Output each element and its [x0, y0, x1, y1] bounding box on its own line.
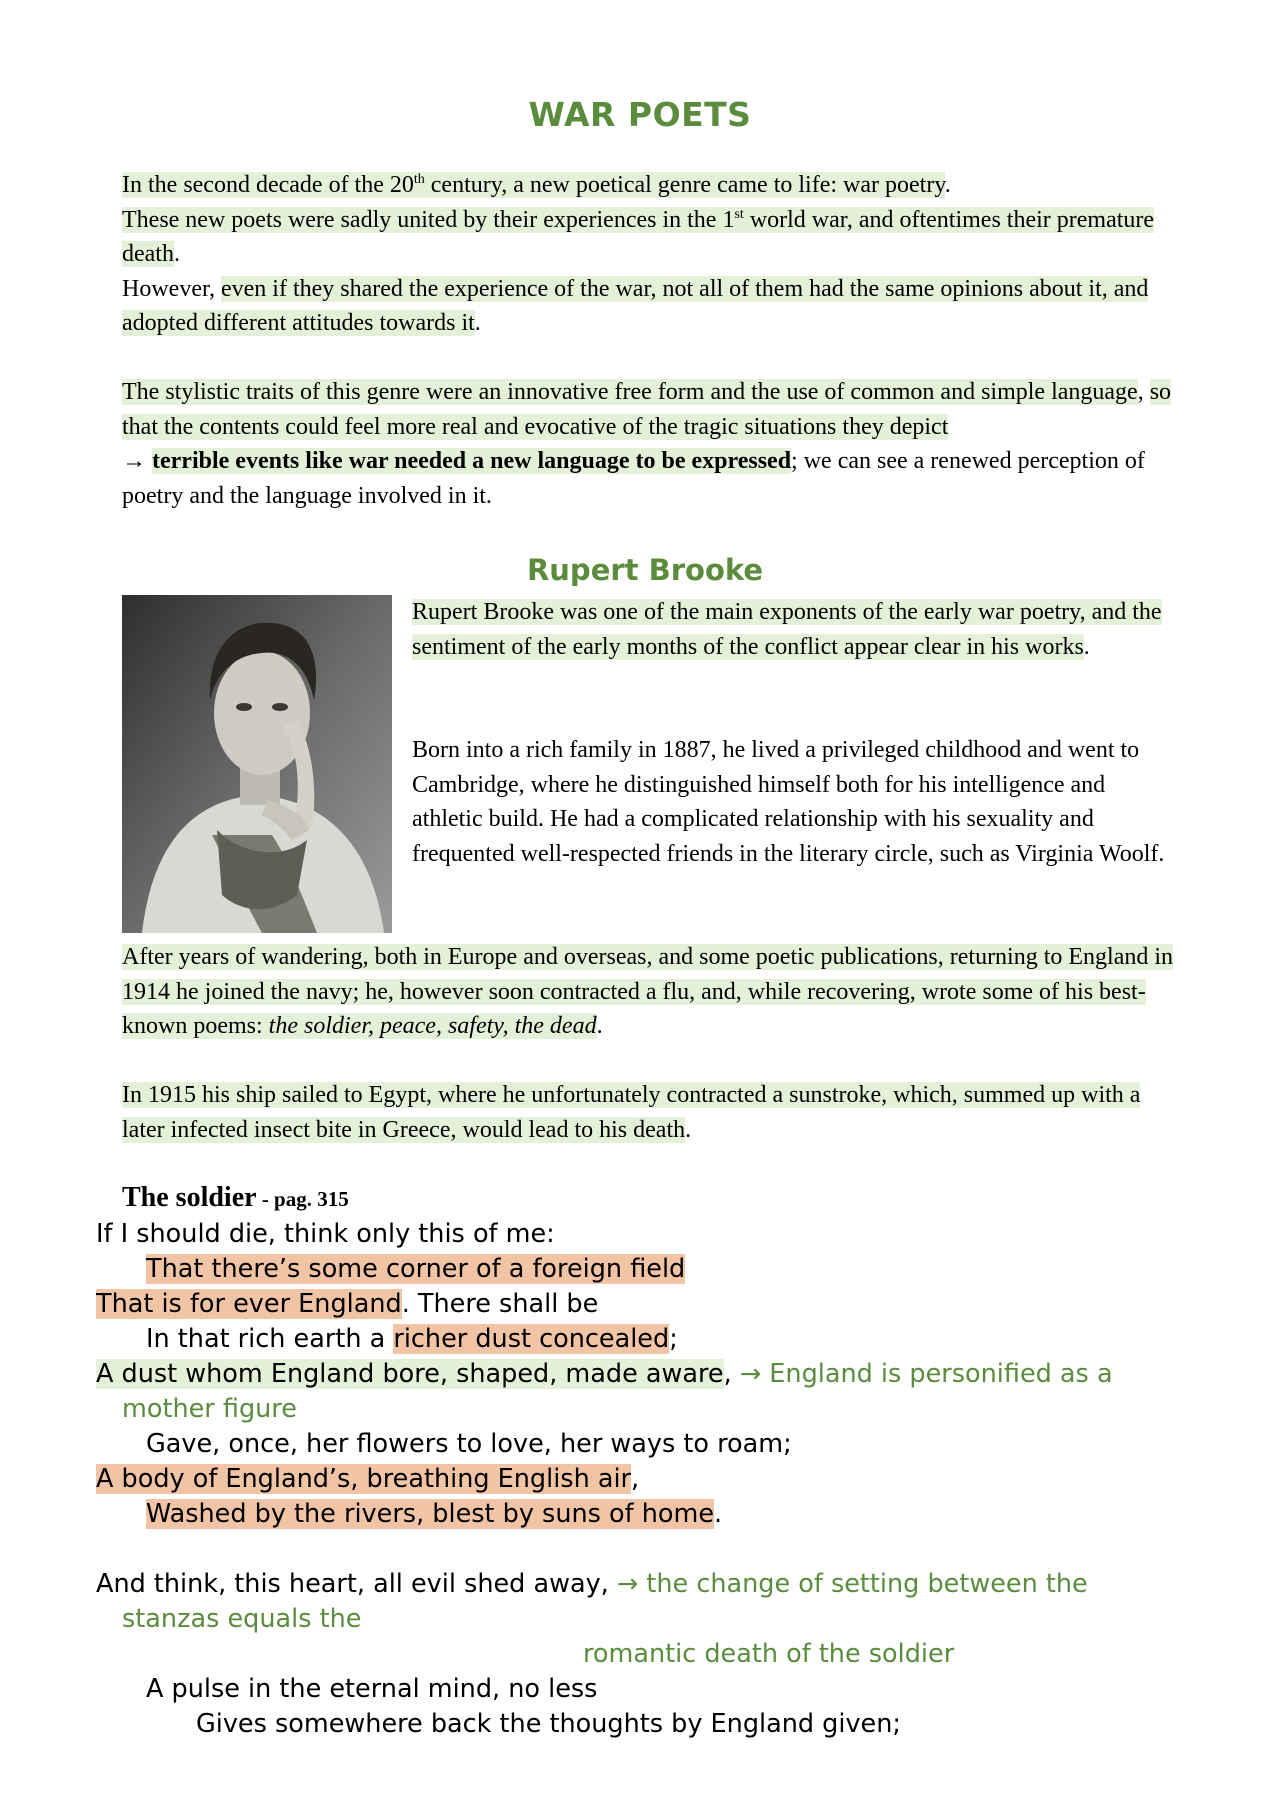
- bio-paragraph-3: After years of wandering, both in Europe and overseas, and some poetic publications, returning to England in 1914 he joined the navy; he, however soon contracted a flu, and, while recovering, wrote some of his best-known poems: the soldier, peace, safety, the dead.: [122, 944, 1174, 1039]
- poem-line: Gives somewhere back the thoughts by England given;: [196, 1709, 901, 1739]
- poem-line: A pulse in the eternal mind, no less: [146, 1674, 598, 1704]
- poem-highlight: richer dust concealed: [393, 1324, 670, 1354]
- poem-title: The soldier: [122, 1182, 257, 1213]
- section-title: Rupert Brooke: [526, 553, 764, 587]
- arrow-glyph: →: [122, 448, 152, 474]
- intro-line-1: In the second decade of the 20th century, a new poetical genre came to life: war poetry: [122, 172, 945, 198]
- poem-line: Washed by the rivers, blest by suns of home.: [146, 1499, 723, 1529]
- poem-highlight: A body of England’s, breathing English air: [96, 1464, 632, 1494]
- poem-line: And think, this heart, all evil shed away, → the change of setting between the: [96, 1569, 1088, 1599]
- poem-page-ref: - pag. 315: [256, 1187, 349, 1211]
- annotation-note: → the change of setting between the: [616, 1569, 1088, 1599]
- poem-heading: [122, 1182, 349, 1214]
- annotation-note-continued: mother figure: [122, 1394, 297, 1424]
- poem-line: Gave, once, her flowers to love, her ways to roam;: [146, 1429, 792, 1459]
- style-paragraph: The stylistic traits of this genre were an innovative free form and the use of common and simple language, so that the contents could feel more real and evocative of the tragic situations they depict → terrible events like war needed a new language to be expressed; we can see a renewed perception of poetry and the language involved in it.: [122, 379, 1172, 509]
- style-bold-highlight: terrible events like war needed a new language to be expressed: [152, 448, 792, 474]
- annotation-note: → England is personified as a: [739, 1359, 1113, 1389]
- bio-paragraph-3-highlight: After years of wandering, both in Europe and overseas, and some poetic publications, returning to England in 1914 he joined the navy; he, however soon contracted a flu, and, while recovering, wrote some of his best-known poems: the soldier, peace, safety, the dead: [122, 944, 1174, 1039]
- poem-line: [96, 1252, 1206, 1287]
- bio-paragraph-4-highlight: In 1915 his ship sailed to Egypt, where he unfortunately contracted a sunstroke, which, summed up with a later infected insect bite in Greece, would lead to his death: [122, 1082, 1141, 1143]
- poem-text: [96, 1217, 1206, 1742]
- bio-paragraph-4: In 1915 his ship sailed to Egypt, where he unfortunately contracted a sunstroke, which, summed up with a later infected insect bite in Greece, would lead to his death.: [122, 1082, 1141, 1143]
- poem-highlight: That there’s some corner of a foreign field: [146, 1254, 686, 1284]
- page-title: WAR POETS: [528, 95, 752, 134]
- intro-paragraph: In the second decade of the 20th century, a new poetical genre came to life: war poetry. These new poets were sadly united by their experiences in the 1st world war, and oftentimes their premature death. However, even if they shared the experience of the war, not all of them had the same opinions about it, and adopted different attitudes towards it.: [122, 172, 1155, 336]
- intro-line-3-highlight: even if they shared the experience of the war, not all of them had the same opinions about it, and adopted different attitudes towards it: [122, 275, 1149, 336]
- poem-highlight: Washed by the rivers, blest by suns of home: [146, 1499, 715, 1529]
- poem-line: If I should die, think only this of me:: [96, 1219, 555, 1249]
- intro-line-2: These new poets were sadly united by their experiences in the 1st world war, and oftentimes their premature death: [122, 206, 1155, 267]
- portrait-photo: [122, 595, 392, 933]
- poem-line: A dust whom England bore, shaped, made aware, → England is personified as a: [96, 1359, 1113, 1389]
- poem-line: A body of England’s, breathing English air,: [96, 1464, 640, 1494]
- bio-paragraph-1-highlight: Rupert Brooke was one of the main exponents of the early war poetry, and the sentiment of the early months of the conflict appear clear in his works: [412, 599, 1162, 660]
- annotation-note-continued: stanzas equals the: [122, 1604, 362, 1634]
- poem-titles-list: the soldier, peace, safety, the dead: [268, 1013, 597, 1039]
- poem-line: That is for ever England. There shall be: [96, 1289, 599, 1319]
- poem-highlight: That is for ever England: [96, 1289, 402, 1319]
- poem-highlight-green: A dust whom England bore, shaped, made aware: [96, 1359, 724, 1389]
- bio-paragraph-1: Rupert Brooke was one of the main exponents of the early war poetry, and the sentiment of the early months of the conflict appear clear in his works.: [412, 599, 1162, 660]
- annotation-note-continued: romantic death of the soldier: [583, 1639, 955, 1669]
- stanza-break: [96, 1532, 1206, 1567]
- bio-paragraph-2: Born into a rich family in 1887, he lived a privileged childhood and went to Cambridge, where he distinguished himself both for his intelligence and athletic build. He had a complicated relationship with his sexuality and frequented well-respected friends in the literary circle, such as Virginia Woolf.: [412, 737, 1165, 867]
- poem-line: In that rich earth a richer dust concealed;: [146, 1324, 678, 1354]
- style-highlight-2: so that the contents could feel more real and evocative of the tragic situations they depict: [122, 379, 1172, 440]
- style-highlight-1: The stylistic traits of this genre were an innovative free form and the use of common and simple language: [122, 379, 1138, 405]
